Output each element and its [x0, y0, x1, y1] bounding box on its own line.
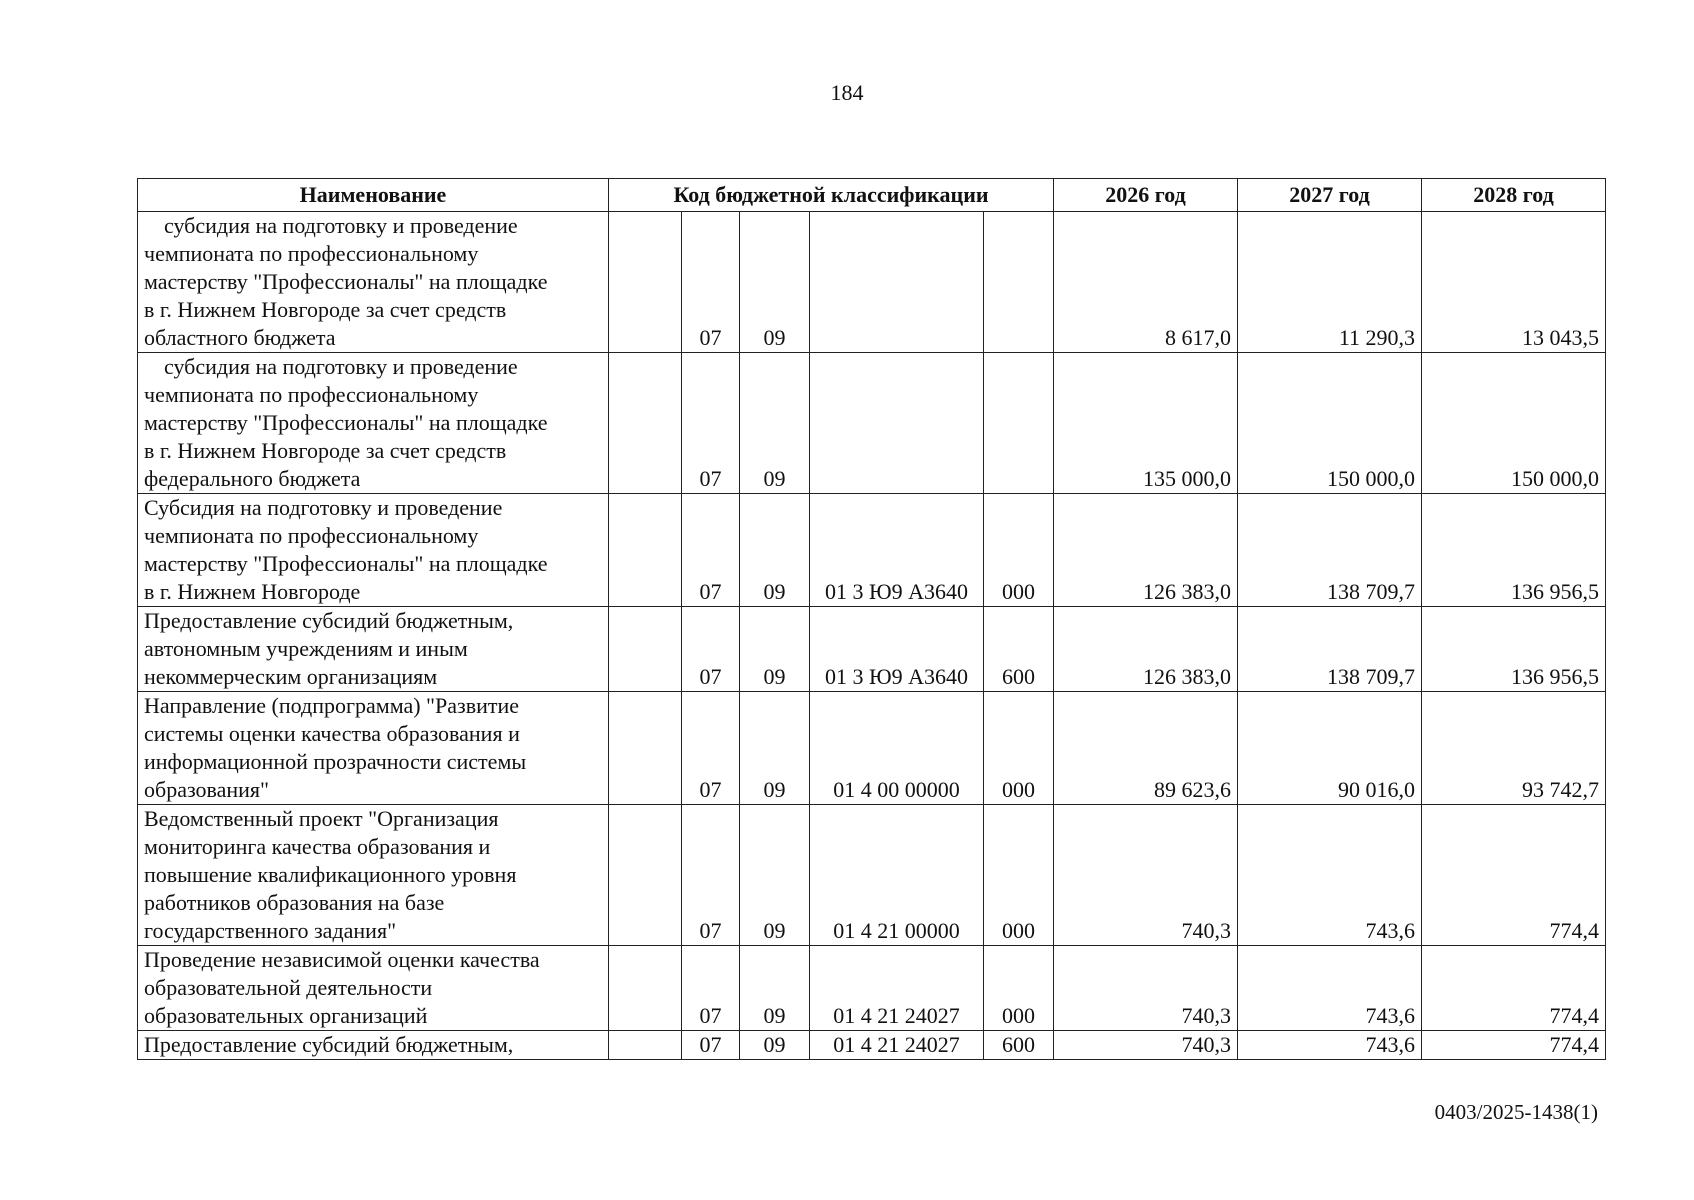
row-code-expense-type — [984, 212, 1054, 353]
row-code-subsection: 09 — [740, 1031, 810, 1060]
row-code-target — [810, 212, 984, 353]
row-value-2028: 136 956,5 — [1422, 607, 1606, 692]
document-code: 0403/2025-1438(1) — [1434, 1100, 1598, 1124]
row-name: Субсидия на подготовку и проведение чемпионата по профессиональному мастерству "Профессионалы" на площадке в г. Нижнем Новгороде — [138, 494, 609, 607]
table-row — [138, 805, 1606, 946]
row-code-gap — [609, 212, 682, 353]
page-number: 184 — [830, 80, 864, 105]
table-row — [138, 607, 1606, 692]
row-name: Предоставление субсидий бюджетным, — [138, 1031, 609, 1060]
row-name: Ведомственный проект "Организация мониторинга качества образования и повышение квалификационного уровня работников образования на базе государственного задания" — [138, 805, 609, 946]
row-code-target: 01 3 Ю9 А3640 — [810, 494, 984, 607]
table-row — [138, 494, 1606, 607]
row-code-expense-type: 600 — [984, 1031, 1054, 1060]
row-code-subsection: 09 — [740, 607, 810, 692]
row-code-subsection: 09 — [740, 946, 810, 1031]
row-code-section: 07 — [682, 212, 740, 353]
row-code-target: 01 4 21 24027 — [810, 1031, 984, 1060]
row-name: Предоставление субсидий бюджетным, автономным учреждениям и иным некоммерческим организациям — [138, 607, 609, 692]
row-code-gap — [609, 1031, 682, 1060]
header-2027: 2027 год — [1238, 179, 1422, 212]
table-row — [138, 212, 1606, 353]
row-code-target: 01 4 00 00000 — [810, 692, 984, 805]
row-code-section: 07 — [682, 692, 740, 805]
row-value-2026: 740,3 — [1054, 1031, 1238, 1060]
row-value-2027: 743,6 — [1238, 1031, 1422, 1060]
row-code-expense-type: 000 — [984, 494, 1054, 607]
row-value-2027: 90 016,0 — [1238, 692, 1422, 805]
row-code-expense-type: 600 — [984, 607, 1054, 692]
table-row — [138, 353, 1606, 494]
table-row — [138, 946, 1606, 1031]
row-code-subsection: 09 — [740, 805, 810, 946]
row-value-2026: 126 383,0 — [1054, 494, 1238, 607]
row-value-2028: 774,4 — [1422, 805, 1606, 946]
header-2028: 2028 год — [1422, 179, 1606, 212]
row-value-2028: 13 043,5 — [1422, 212, 1606, 353]
row-value-2027: 11 290,3 — [1238, 212, 1422, 353]
row-name: субсидия на подготовку и проведение чемпионата по профессиональному мастерству "Профессионалы" на площадке в г. Нижнем Новгороде за счет средств федерального бюджета — [138, 353, 609, 494]
header-name: Наименование — [138, 179, 609, 212]
budget-table — [137, 178, 1606, 1060]
row-value-2028: 150 000,0 — [1422, 353, 1606, 494]
row-code-section: 07 — [682, 946, 740, 1031]
row-code-section: 07 — [682, 607, 740, 692]
row-code-expense-type: 000 — [984, 805, 1054, 946]
row-code-expense-type: 000 — [984, 946, 1054, 1031]
row-value-2027: 138 709,7 — [1238, 607, 1422, 692]
row-value-2026: 740,3 — [1054, 805, 1238, 946]
table-row — [138, 692, 1606, 805]
row-value-2027: 743,6 — [1238, 946, 1422, 1031]
row-name: Направление (подпрограмма) "Развитие системы оценки качества образования и информационной прозрачности системы образования" — [138, 692, 609, 805]
row-value-2028: 136 956,5 — [1422, 494, 1606, 607]
row-value-2027: 150 000,0 — [1238, 353, 1422, 494]
row-code-gap — [609, 607, 682, 692]
row-code-section: 07 — [682, 494, 740, 607]
row-code-target — [810, 353, 984, 494]
header-code: Код бюджетной классификации — [609, 179, 1054, 212]
row-code-gap — [609, 494, 682, 607]
row-code-expense-type — [984, 353, 1054, 494]
row-code-target: 01 4 21 24027 — [810, 946, 984, 1031]
row-code-subsection: 09 — [740, 353, 810, 494]
row-name: Проведение независимой оценки качества образовательной деятельности образовательных организаций — [138, 946, 609, 1031]
row-code-subsection: 09 — [740, 212, 810, 353]
row-value-2027: 743,6 — [1238, 805, 1422, 946]
row-value-2028: 774,4 — [1422, 946, 1606, 1031]
header-2026: 2026 год — [1054, 179, 1238, 212]
row-code-section: 07 — [682, 1031, 740, 1060]
row-code-subsection: 09 — [740, 494, 810, 607]
table-header-row — [138, 179, 1606, 212]
table-body — [138, 212, 1606, 1060]
row-code-subsection: 09 — [740, 692, 810, 805]
row-code-section: 07 — [682, 353, 740, 494]
row-code-section: 07 — [682, 805, 740, 946]
row-value-2028: 774,4 — [1422, 1031, 1606, 1060]
row-code-gap — [609, 946, 682, 1031]
row-value-2026: 740,3 — [1054, 946, 1238, 1031]
row-code-target: 01 4 21 00000 — [810, 805, 984, 946]
row-value-2026: 126 383,0 — [1054, 607, 1238, 692]
row-value-2028: 93 742,7 — [1422, 692, 1606, 805]
row-value-2026: 89 623,6 — [1054, 692, 1238, 805]
row-code-expense-type: 000 — [984, 692, 1054, 805]
row-code-gap — [609, 353, 682, 494]
row-value-2026: 8 617,0 — [1054, 212, 1238, 353]
row-value-2027: 138 709,7 — [1238, 494, 1422, 607]
row-name: субсидия на подготовку и проведение чемпионата по профессиональному мастерству "Профессионалы" на площадке в г. Нижнем Новгороде за счет средств областного бюджета — [138, 212, 609, 353]
row-code-gap — [609, 805, 682, 946]
table-row — [138, 1031, 1606, 1060]
row-code-target: 01 3 Ю9 А3640 — [810, 607, 984, 692]
row-value-2026: 135 000,0 — [1054, 353, 1238, 494]
row-code-gap — [609, 692, 682, 805]
